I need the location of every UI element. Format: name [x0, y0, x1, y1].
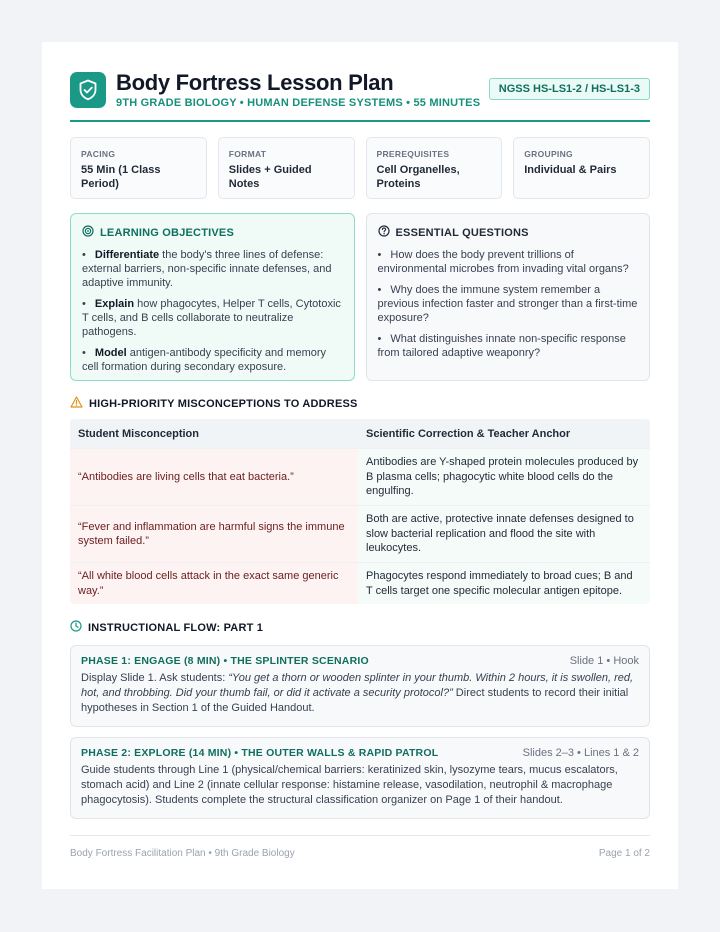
info-card-pacing	[70, 137, 207, 199]
instructional-flow-title: INSTRUCTIONAL FLOW: PART 1	[88, 621, 264, 634]
objective-verb: Differentiate	[94, 249, 160, 261]
info-value: Slides + Guided Notes	[228, 164, 312, 190]
list-item: • Differentiate the body's three lines of defense: external barriers, non-specific innate defenses, and adaptive immunity.	[82, 249, 332, 289]
info-label: PREREQUISITES	[376, 149, 450, 159]
learning-objectives-panel	[70, 213, 355, 381]
phase-header	[81, 655, 639, 667]
info-value: Individual & Pairs	[524, 164, 617, 176]
phase-tail-text: Direct students to record their initial hypotheses in Section 1 of the Guided Handout.	[81, 687, 629, 714]
list-item: • Model antigen-antibody specificity and memory cell formation during secondary exposure.	[82, 347, 327, 373]
table-row	[70, 562, 650, 604]
info-label: PACING	[81, 149, 116, 159]
phase-meta: Slide 1 • Hook	[569, 655, 639, 667]
misconception-cell: “Fever and inflammation are harmful signs the immune system failed.”	[70, 506, 358, 562]
info-value: Cell Organelles, Proteins	[376, 164, 460, 190]
phase-meta: Slides 2–3 • Lines 1 & 2	[522, 747, 639, 759]
objective-text: the body's three lines of defense: external barriers, non-specific innate defenses, and adaptive immunity.	[82, 249, 332, 289]
phase-description: Guide students through Line 1 (physical/chemical barriers: keratinized skin, lysozyme tears, mucus escalators, stomach acid) and Line 2 (innate cellular response: histamine release, vasodilation, neutrophil & macrophage phagocytosis). Students complete the structural classification organizer on Page 1 of their handout.	[81, 764, 618, 806]
phase-description	[81, 671, 639, 716]
objective-verb: Model	[94, 347, 127, 359]
objective-verb: Explain	[94, 298, 135, 310]
question-text: Why does the immune system remember a previous infection faster and stronger than a first-time exposure?	[377, 284, 638, 324]
essential-questions-panel	[366, 213, 651, 381]
page-footer	[70, 835, 650, 859]
info-label: FORMAT	[228, 149, 267, 159]
correction-cell: Phagocytes respond immediately to broad cues; B and T cells target one specific molecular antigen epitope.	[358, 563, 650, 604]
page-header	[70, 70, 650, 120]
phase-card-engage	[70, 645, 650, 727]
shield-check-icon	[70, 72, 106, 108]
info-value: 55 Min (1 Class Period)	[81, 164, 161, 190]
misconception-cell: “Antibodies are living cells that eat bacteria.”	[70, 449, 358, 505]
correction-cell: Antibodies are Y-shaped protein molecules produced by B plasma cells; phagocytic white blood cells do the engulfing.	[358, 449, 650, 505]
phase-lead-text: Display Slide 1. Ask students:	[81, 672, 229, 684]
objectives-list	[82, 248, 344, 374]
learning-objectives-heading	[82, 225, 344, 240]
phase-card-explore	[70, 737, 650, 819]
phase-title: PHASE 1: ENGAGE (8 MIN) • THE SPLINTER SCENARIO	[81, 655, 369, 667]
page-title: Body Fortress Lesson Plan	[116, 70, 394, 95]
question-text: How does the body prevent trillions of environmental microbes from invading vital organs?	[377, 249, 629, 275]
lesson-plan-page	[42, 42, 678, 889]
essential-questions-title: ESSENTIAL QUESTIONS	[395, 226, 529, 239]
warning-triangle-icon	[70, 396, 83, 411]
info-card-grouping	[513, 137, 650, 199]
misconceptions-heading	[70, 396, 650, 411]
phase-title: PHASE 2: EXPLORE (14 MIN) • THE OUTER WALLS & RAPID PATROL	[81, 747, 439, 759]
page-number: Page 1 of 2	[598, 848, 650, 859]
header-divider	[70, 120, 650, 122]
info-card-format	[218, 137, 355, 199]
info-cards	[70, 137, 650, 199]
footer-left: Body Fortress Facilitation Plan • 9th Grade Biology	[70, 848, 295, 859]
table-row	[70, 448, 650, 505]
list-item: • Explain how phagocytes, Helper T cells, Cytotoxic T cells, and B cells collaborate to neutralize pathogens.	[82, 298, 341, 338]
standards-badge: NGSS HS-LS1-2 / HS-LS1-3	[489, 78, 650, 100]
correction-cell: Both are active, protective innate defenses designed to slow bacterial replication and flood the site with leukocytes.	[358, 506, 650, 562]
questions-list	[378, 248, 640, 360]
misconceptions-title: HIGH-PRIORITY MISCONCEPTIONS TO ADDRESS	[89, 397, 358, 410]
info-card-prerequisites	[366, 137, 503, 199]
page-subtitle: 9TH GRADE BIOLOGY • HUMAN DEFENSE SYSTEMS • 55 MINUTES	[116, 97, 481, 109]
instructional-flow-heading	[70, 620, 650, 635]
table-header	[70, 419, 650, 448]
list-item: • How does the body prevent trillions of environmental microbes from invading vital organs?	[377, 249, 629, 275]
list-item: • Why does the immune system remember a previous infection faster and stronger than a first-time exposure?	[377, 284, 638, 324]
learning-objectives-title: LEARNING OBJECTIVES	[100, 226, 234, 239]
objective-text: how phagocytes, Helper T cells, Cytotoxic T cells, and B cells collaborate to neutralize pathogens.	[82, 298, 341, 338]
target-icon	[82, 225, 94, 240]
column-header: Scientific Correction & Teacher Anchor	[366, 427, 571, 440]
phase-quote: “You get a thorn or wooden splinter in your thumb. Within 2 hours, it is swollen, red, hot, and throbbing. Did your thumb fail, or did it activate a security protocol?”	[81, 672, 634, 699]
clock-icon	[70, 620, 82, 635]
essential-questions-heading	[378, 225, 640, 240]
list-item: • What distinguishes innate non-specific response from tailored adaptive weaponry?	[377, 333, 626, 359]
misconception-cell: “All white blood cells attack in the exact same generic way.”	[70, 563, 358, 604]
question-circle-icon	[378, 225, 390, 240]
objective-text: antigen-antibody specificity and memory cell formation during secondary exposure.	[82, 347, 327, 373]
table-row	[70, 505, 650, 562]
misconceptions-table	[70, 419, 650, 604]
info-label: GROUPING	[524, 149, 573, 159]
question-text: What distinguishes innate non-specific response from tailored adaptive weaponry?	[377, 333, 626, 359]
objectives-and-questions	[70, 213, 650, 381]
phase-header	[81, 747, 639, 759]
column-header: Student Misconception	[78, 427, 199, 440]
